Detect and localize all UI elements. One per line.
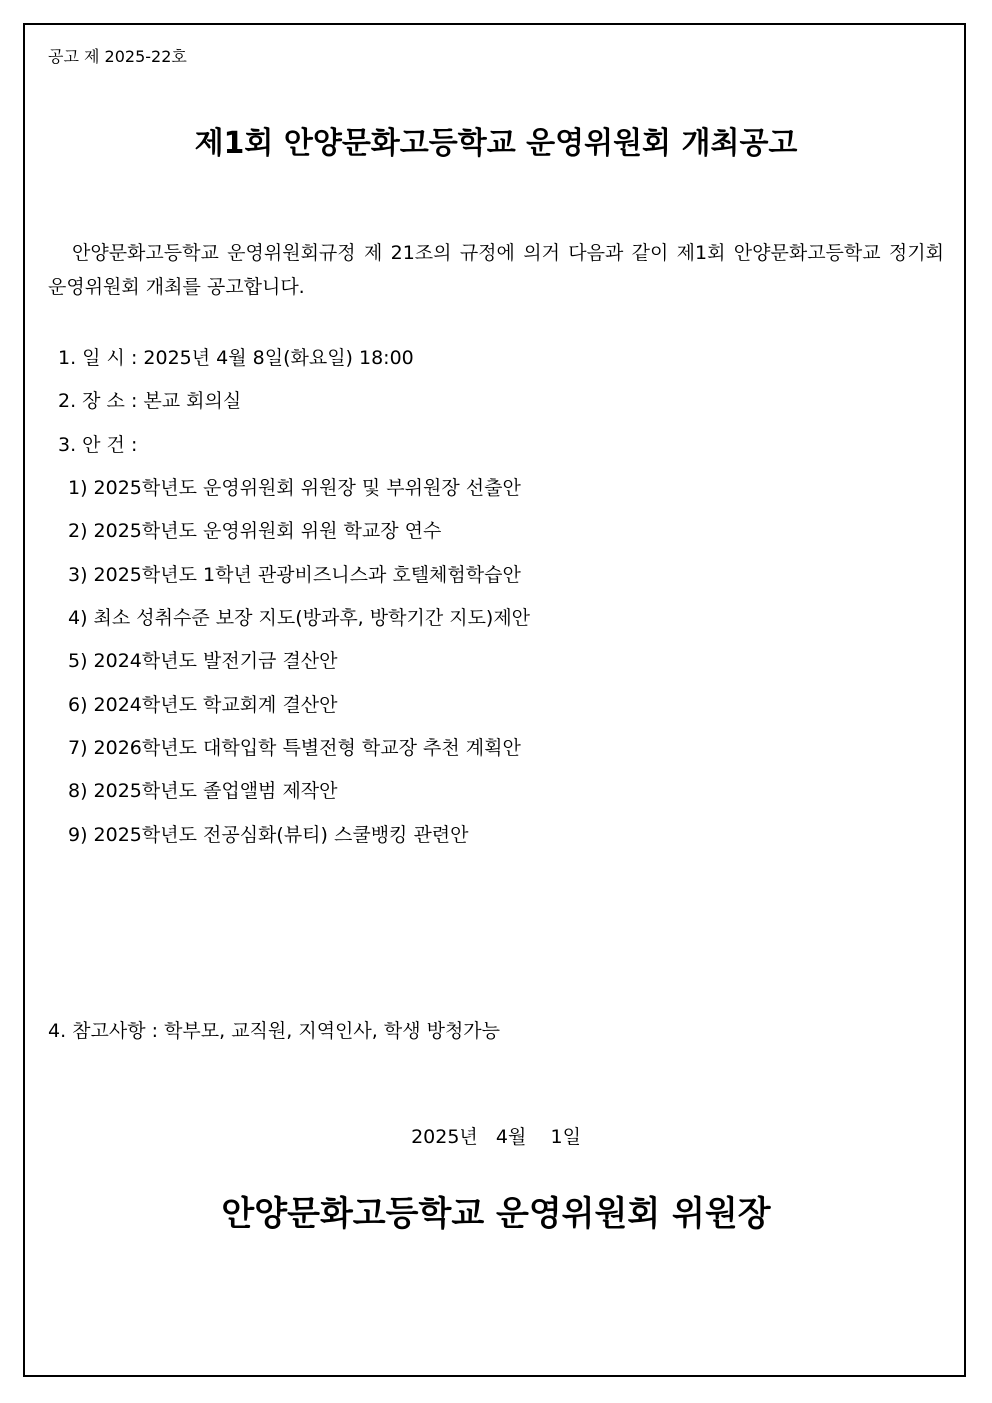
agenda-item: 9) 2025학년도 전공심화(뷰티) 스쿨뱅킹 관련안	[68, 824, 469, 846]
item-agenda-heading: 3. 안 건 :	[58, 434, 138, 456]
agenda-item: 4) 최소 성취수준 보장 지도(방과후, 방학기간 지도)제안	[68, 607, 531, 629]
reference-note: 4. 참고사항 : 학부모, 교직원, 지역인사, 학생 방청가능	[48, 1020, 501, 1042]
agenda-item: 8) 2025학년도 졸업앨범 제작안	[68, 780, 338, 802]
intro-text: 안양문화고등학교 운영위원회규정 제 21조의 규정에 의거 다음과 같이 제1회 안양문화고등학교 정기회 운영위원회 개최를 공고합니다.	[48, 242, 944, 298]
agenda-item: 7) 2026학년도 대학입학 특별전형 학교장 추천 계획안	[68, 737, 521, 759]
issue-date: 2025년 4월 1일	[411, 1126, 581, 1148]
agenda-item: 1) 2025학년도 운영위원회 위원장 및 부위원장 선출안	[68, 477, 521, 499]
item-location: 2. 장 소 : 본교 회의실	[58, 390, 242, 412]
signer-title: 안양문화고등학교 운영위원회 위원장	[221, 1194, 771, 1234]
notice-number: 공고 제 2025-22호	[48, 47, 187, 66]
document-title: 제1회 안양문화고등학교 운영위원회 개최공고	[194, 126, 798, 161]
agenda-item: 6) 2024학년도 학교회계 결산안	[68, 694, 338, 716]
agenda-item: 2) 2025학년도 운영위원회 위원 학교장 연수	[68, 520, 442, 542]
item-datetime: 1. 일 시 : 2025년 4월 8일(화요일) 18:00	[58, 347, 414, 369]
agenda-item: 5) 2024학년도 발전기금 결산안	[68, 650, 338, 672]
intro-paragraph	[48, 236, 944, 304]
agenda-item: 3) 2025학년도 1학년 관광비즈니스과 호텔체험학습안	[68, 564, 521, 586]
